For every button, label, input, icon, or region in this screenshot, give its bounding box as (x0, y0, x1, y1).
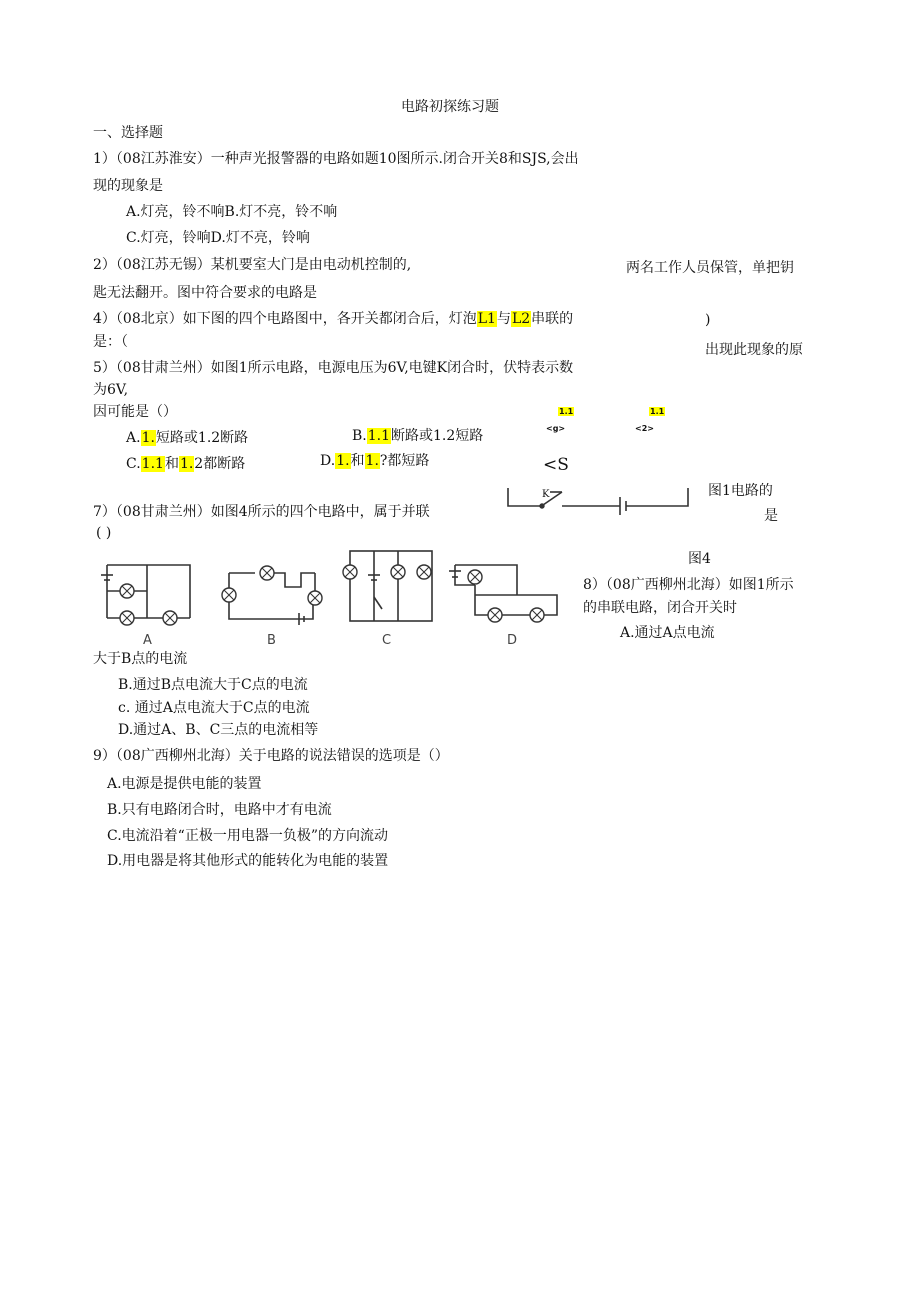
q1-line2: 现的现象是 (93, 178, 163, 194)
circuit-label-c: C (382, 633, 392, 645)
fig1-switch-label: <S (543, 455, 569, 475)
q5-option-a: A.1.短路或1.2断路 (126, 430, 249, 446)
circuit-label-a: A (143, 633, 152, 648)
q8-option-a: A.通过A点电流 (620, 625, 715, 641)
q7-line1: 7）（08甘肃兰州）如图4所示的四个电路中，属于并联 (93, 504, 430, 520)
fig1-lamp2-sub: <2> (635, 424, 654, 433)
q8-option-c: c. 通过A点电流大于C点的电流 (118, 700, 310, 716)
circuit-label-b: B (267, 633, 276, 648)
q2-line1: 2）（08江苏无锡）某机要室大门是由电动机控制的, (93, 257, 412, 273)
q7-answer-paren: ( ) (96, 525, 112, 541)
fig1-lamp1-sub: <g> (546, 424, 566, 433)
q2-line2: 匙无法翻开。图中符合要求的电路是 (93, 285, 317, 301)
q8-option-a-cont: 大于B点的电流 (93, 651, 188, 667)
q8-option-d: D.通过A、B、C三点的电流相等 (118, 722, 319, 738)
q9-option-d: D.用电器是将其他形式的能转化为电能的装置 (107, 853, 389, 869)
fig1-circuit (500, 480, 700, 520)
circuit-label-d: D (507, 633, 518, 648)
q9-option-c: C.电流沿着“正极一用电器一负极”的方向流动 (107, 828, 388, 844)
section-heading: 一、选择题 (93, 125, 163, 141)
q9-option-b: B.只有电路闭合时，电路中才有电流 (107, 802, 332, 818)
q8-line1: 8）（08广西柳州北海）如图1所示 (583, 577, 794, 593)
q5-line2: 为6V, (93, 382, 129, 398)
q8-line2: 的串联电路，闭合开关时 (583, 600, 737, 616)
q9-option-a: A.电源是提供电能的装置 (107, 776, 262, 792)
q1-options-cd: C.灯亮，铃响D.灯不亮，铃响 (126, 230, 310, 246)
q5-line1: 5）（08甘肃兰州）如图1所示电路，电源电压为6V,电键K闭合时，伏特表示数 (93, 360, 574, 376)
q8-option-b: B.通过B点电流大于C点的电流 (118, 677, 308, 693)
fig1-lamp1-label: 1.1 (559, 407, 574, 416)
q5-option-b: B.1.1断路或1.2短路 (352, 428, 484, 444)
q4-line1: 4）（08北京）如下图的四个电路图中，各开关都闭合后，灯泡L1与L2串联的 (93, 311, 574, 327)
q5-line3: 因可能是（） (93, 404, 177, 420)
q5-right: 出现此现象的原 (705, 342, 803, 358)
fig1-lamp2-label: 1.1 (650, 407, 665, 416)
circuit-diagram-c (340, 545, 440, 645)
fig1-caption2: 是 (764, 508, 778, 524)
circuit-diagram-b (215, 553, 335, 653)
fig1-key-label: K (542, 489, 550, 500)
q4-line2: 是：（ (93, 334, 128, 350)
q1-options-ab: A.灯亮，铃不响B.灯不亮，铃不响 (126, 204, 338, 220)
fig1-caption: 图1电路的 (708, 483, 773, 499)
q1-line1: 1）（08江苏淮安）一种声光报警器的电路如题10图所示.闭合开关8和SJS,会出 (93, 151, 579, 167)
q5-option-d: D.1.和1.?都短路 (320, 453, 430, 469)
highlight-l2: L2 (511, 311, 531, 327)
q9-line1: 9）（08广西柳州北海）关于电路的说法错误的选项是（） (93, 748, 449, 764)
q4-paren: ) (705, 312, 711, 328)
page-title: 电路初探练习题 (401, 99, 499, 115)
q7-figure-caption: 图4 (688, 551, 711, 567)
circuit-diagram-d (445, 553, 565, 653)
highlight-l1: L1 (477, 311, 496, 327)
q5-option-c: C.1.1和1.2都断路 (126, 456, 246, 472)
q2-line1-right: 两名工作人员保管，单把钥 (626, 260, 794, 276)
circuit-diagram-a (95, 553, 205, 653)
